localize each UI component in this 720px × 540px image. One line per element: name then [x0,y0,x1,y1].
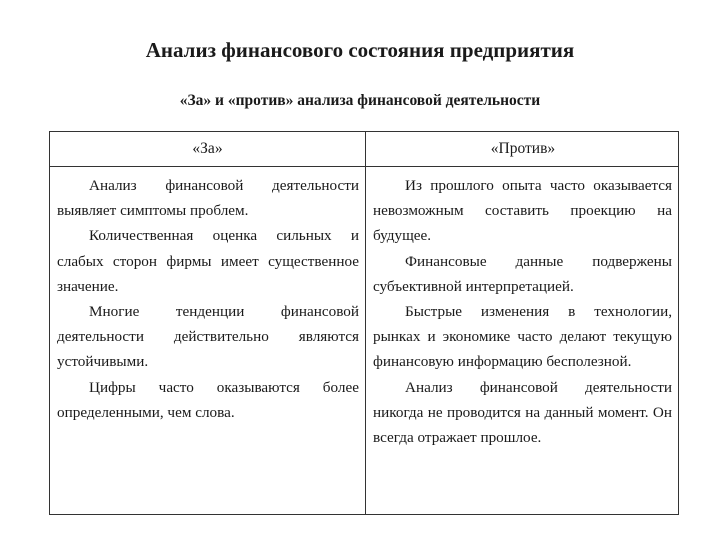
pro-item: Многие тенденции финансовой деятельности действительно являются устойчивыми. [57,303,359,371]
column-divider [365,132,366,514]
header-divider [50,166,678,167]
con-item: Быстрые изменения в технологии, рынках и экономике часто делают текущую финансовую информацию бесполезной. [373,303,672,371]
cons-header: «Против» [490,140,556,157]
pro-item: Цифры часто оказываются более определенными, чем слова. [57,378,359,421]
cons-column [373,173,672,450]
page-subtitle: «За» и «против» анализа финансовой деятельности [179,92,541,109]
pro-item: Количественная оценка сильных и слабых сторон фирмы имеет существенное значение. [57,227,359,295]
con-item: Анализ финансовой деятельности никогда не проводится на данный момент. Он всегда отражает прошлое. [373,378,672,447]
pros-column [57,173,359,425]
pro-item: Анализ финансовой деятельности выявляет симптомы проблем. [57,177,359,220]
pros-cons-table [49,131,679,515]
page-title: Анализ финансового состояния предприятия [145,38,575,62]
pros-header: «За» [192,140,223,157]
con-item: Финансовые данные подвержены субъективной интерпретацией. [373,252,672,295]
con-item: Из прошлого опыта часто оказывается невозможным составить проекцию на будущее. [373,177,672,245]
